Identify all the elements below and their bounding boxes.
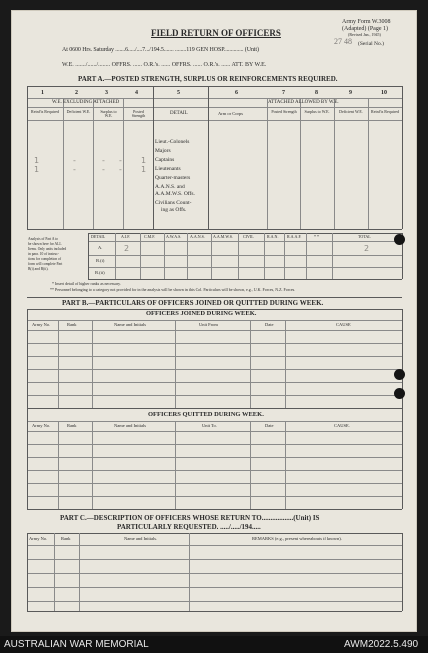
an-col-aif: A.I.F. [121, 234, 131, 239]
col-surplus: Surplus to W.E. [100, 109, 117, 118]
detail-majors: Majors [155, 148, 171, 154]
attached-allowed-header: ATTACHED ALLOWED BY W.E. [268, 100, 339, 105]
detail-lieutenants: Lieutenants [155, 166, 181, 172]
serial-value: 27 48 [334, 37, 352, 46]
col-surplus-2: Surplus to W.E. [304, 109, 330, 114]
quitted-title: OFFICERS QUITTED DURING WEEK. [148, 411, 264, 418]
quitted-col-unit-to: Unit To. [202, 423, 217, 428]
c-col-army-no: Army No. [29, 536, 48, 541]
joined-col-rank: Rank [67, 322, 77, 327]
group-header-rule [27, 107, 402, 108]
quitted-col-rank: Rank [67, 423, 77, 428]
hand-r2-c5: 1 [141, 165, 147, 174]
col-deficient-2: Deficient W.E. [339, 109, 363, 114]
footnote-1: * Insert detail of higher ranks as necessary. [52, 281, 121, 286]
joined-col-date: Date [265, 322, 274, 327]
an-col-other: * * [314, 234, 319, 239]
hand-r2-c1: 1 [34, 165, 40, 174]
analysis-note-2: be shown here for ALL [28, 242, 62, 246]
an-col-aamws: A.A.M.W.S. [213, 234, 233, 239]
col-num-9: 9 [349, 90, 352, 96]
an-col-raaf: R.A.A.F. [287, 234, 302, 239]
col-num-6: 6 [235, 90, 238, 96]
an-row-bii: B.(ii) [95, 270, 105, 275]
part-a-top-rule [27, 86, 402, 87]
an-col-detail: DETAIL [91, 234, 106, 239]
joined-col-army-no: Army No. [32, 322, 51, 327]
punch-hole-bottom [394, 388, 405, 399]
form-revised: (Revised Jan., 1945) [348, 32, 381, 37]
punch-hole-middle [394, 369, 405, 380]
joined-title: OFFICERS JOINED DURING WEEK. [146, 310, 257, 317]
we-line: W.E. ......./....../........ OFFRS. ...... O.R.'s. ...... OFFRS. ...... O.R.'s. ...... ATT. BY W.E. [62, 62, 267, 68]
joined-col-cause: CAUSE [336, 322, 351, 327]
we-excluding-header: W.E. EXCLUDING ATTACHED [52, 100, 120, 105]
c-col-remarks: REMARKS (e.g., present whereabouts if known). [252, 536, 342, 541]
col-num-10: 10 [381, 90, 387, 96]
footnote-2: ** Personnel belonging to a category not provided for in the analysis will be shown in this Col. Particulars will be shown, e.g., U.K. Forces, N.Z. Forces. [50, 287, 296, 292]
hand-r1-c1: 1 [34, 156, 40, 165]
detail-aans: A.A.N.S. and [155, 184, 185, 190]
footer-accession: AWM2022.5.490 [344, 639, 419, 650]
joined-col-unit-from: Unit From [199, 322, 218, 327]
hand-r1-c2: - [73, 156, 76, 165]
an-row-a: A. [98, 245, 103, 250]
col-num-2: 2 [75, 90, 78, 96]
quitted-col-date: Date [265, 423, 274, 428]
footer-bar [0, 636, 428, 653]
hand-r1-c4: - [119, 156, 122, 165]
part-a-bottom-rule [27, 229, 402, 230]
quitted-col-cause: CAUSE. [334, 423, 350, 428]
col-num-8: 8 [315, 90, 318, 96]
joined-col-name: Name and Initials [114, 322, 146, 327]
form-title: FIELD RETURN OF OFFICERS [151, 28, 281, 38]
col-deficient: Deficient W.E. [66, 109, 91, 114]
c-col-name: Name and Initials. [124, 536, 158, 541]
quitted-col-army-no: Army No. [32, 423, 51, 428]
col-arm-corps: Arm or Corps [218, 111, 243, 116]
footer-credit: AUSTRALIAN WAR MEMORIAL [4, 639, 149, 650]
part-c-title-2: PARTICULARLY REQUESTED. ...../...../194..... [117, 523, 261, 531]
col-num-3: 3 [105, 90, 108, 96]
detail-captains: Captains [155, 157, 175, 163]
col-posted-2: Posted Strength [271, 109, 297, 114]
punch-hole-top [394, 234, 405, 245]
analysis-note-5: tions for completion of [28, 257, 62, 261]
an-col-total: TOTAL [358, 234, 371, 239]
analysis-note-6: form will complete Part [28, 262, 63, 266]
an-col-civil: CIVIL [243, 234, 254, 239]
analysis-note-1: Analysis of Part A to [28, 237, 58, 241]
col-num-1: 1 [41, 90, 44, 96]
an-col-ran: R.A.N. [267, 234, 279, 239]
an-hand-aif: 2 [124, 244, 130, 253]
detail-civilians: Civilians Count- [155, 200, 192, 206]
analysis-note-7: B(i) and B(ii). [28, 267, 49, 271]
form-sheet [11, 10, 417, 632]
col-posted: Posted Strength [131, 109, 146, 118]
hand-r2-c2: - [73, 165, 76, 174]
part-b-title: PART B.—PARTICULARS OF OFFICERS JOINED OR QUITTED DURING WEEK. [62, 299, 324, 307]
form-number: Army Form W.3008 [342, 19, 391, 25]
col-num-4: 4 [135, 90, 138, 96]
an-hand-total: 2 [364, 244, 370, 253]
detail-civilians-2: ing as Offs. [161, 207, 187, 213]
detail-lt-col: Lieut.-Colonels [155, 139, 190, 145]
analysis-note-4: in para. 10 of instruc- [28, 252, 60, 256]
serial-label: (Serial No.) [358, 41, 384, 47]
detail-qm: Quarter-masters [155, 175, 191, 181]
col-number-rule [27, 98, 402, 99]
detail-aamws: A.A.M.W.S. Offs. [155, 191, 195, 197]
col-num-7: 7 [282, 90, 285, 96]
col-detail: DETAIL [170, 111, 188, 116]
an-row-bi: B.(i) [96, 258, 105, 263]
hand-r2-c3: - [102, 165, 105, 174]
analysis-note-3: Items. Only units included [28, 247, 67, 251]
part-c-title: PART C.—DESCRIPTION OF OFFICERS WHOSE RETURN TO..................(Unit) IS [60, 514, 320, 522]
part-a-title: PART A.—POSTED STRENGTH, SURPLUS OR REINFORCEMENTS REQUIRED. [78, 75, 338, 83]
an-col-awas: A.W.A.S. [166, 234, 182, 239]
c-col-rank: Rank [61, 536, 71, 541]
col-reinf-required-2: Reinf'ts Required [371, 109, 399, 114]
col-reinf-required: Reinf'ts Required [31, 109, 59, 114]
form-adapted: (Adapted) (Page 1) [342, 26, 388, 32]
col-header-rule [27, 120, 402, 121]
quitted-col-name: Name and Initials [114, 423, 146, 428]
col-num-5: 5 [177, 90, 180, 96]
an-col-cmf: C.M.F. [144, 234, 156, 239]
hand-r1-c5: 1 [141, 156, 147, 165]
at-line: At 0600 Hrs. Saturday .......6...../....7.../194.5....... ........119 GEN HOSP.............. (Unit) [62, 47, 259, 53]
hand-r1-c3: - [102, 156, 105, 165]
hand-r2-c4: - [119, 165, 122, 174]
an-col-aans: A.A.N.S. [190, 234, 205, 239]
